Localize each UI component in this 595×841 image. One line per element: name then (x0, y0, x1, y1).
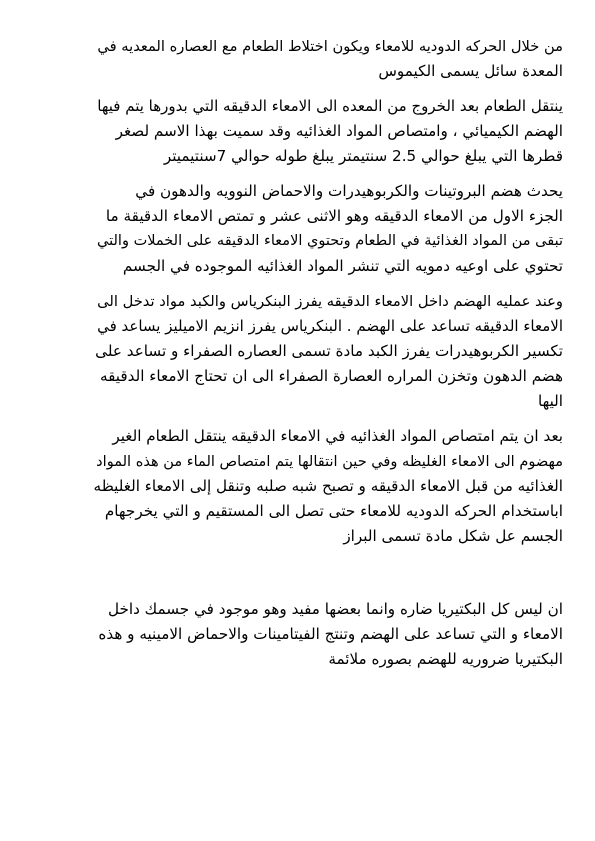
text-line: ان ليس كل البكتيريا ضاره وانما بعضها مفيد وهو موجود في جسمك داخل (107, 600, 563, 618)
text-line: تكسير الكربوهيدرات يفرز الكبد مادة تسمى العصاره الصفراء و تساعد على (95, 342, 563, 360)
text-line: ينتقل الطعام بعد الخروج من المعده الى الامعاء الدقيقه التي بدورها يتم فيها (97, 97, 563, 115)
paragraph-bacteria (92, 597, 563, 672)
document-body (92, 34, 563, 682)
text-line: من خلال الحركه الدوديه للامعاء ويكون اختلاط الطعام مع العصاره المعديه في (97, 38, 563, 55)
text-line: بعد ان يتم امتصاص المواد الغذائيه في الامعاء الدقيقه ينتقل الطعام الغير (112, 427, 563, 445)
text-line: اليها (537, 392, 563, 410)
paragraph-stomach-chyme (92, 34, 563, 84)
text-line: مهضوم الى الامعاء الغليظه وفي حين انتقالها يتم امتصاص الماء من هذه المواد (96, 453, 563, 470)
text-line: الغذائيه من قبل الامعاء الدقيقه و تصبح شبه صلبه وتنقل إلى الامعاء الغليظه (93, 477, 563, 495)
text-line: الامعاء الدقيقه تساعد على الهضم . البنكرياس يفرز انزيم الاميليز يساعد في (97, 317, 563, 335)
blank-space (92, 559, 563, 597)
text-line: هضم الدهون وتخزن المراره العصارة الصفراء الى ان تحتاج الامعاء الدقيقه (99, 367, 563, 385)
text-line: الجسم عل شكل مادة تسمى البراز (343, 527, 563, 545)
text-line: قطرها التي يبلغ حوالي 2.5 سنتيمتر يبلغ طوله حوالي 7سنتيميتر (163, 147, 563, 165)
text-line: البكتيريا ضروريه للهضم بصوره ملائمة (328, 650, 563, 668)
text-line: الهضم الكيميائي ، وامتصاص المواد الغذائيه وقد سميت بهذا الاسم لصغر (115, 122, 563, 140)
paragraph-large-intestine (92, 424, 563, 549)
text-line: يحدث هضم البروتينات والكربوهيدرات والاحماض النوويه والدهون في (135, 182, 563, 200)
paragraph-pancreas-liver (92, 289, 563, 414)
paragraph-small-intestine (92, 94, 563, 169)
text-line: تبقى من المواد الغذائية في الطعام وتحتوي الامعاء الدقيقه على الخملات والتي (97, 233, 563, 249)
text-line: المعدة سائل يسمى الكيموس (378, 62, 563, 80)
text-line: اباستخدام الحركه الدوديه للامعاء حتى تصل الى المستقيم و التي يخرجهام (104, 502, 563, 520)
paragraph-digestion-duodenum (92, 179, 563, 279)
text-line: وعند عمليه الهضم داخل الامعاء الدقيقه يفرز البنكرياس والكبد مواد تدخل الى (97, 293, 563, 310)
text-line: الامعاء و التي تساعد على الهضم وتنتج الفيتامينات والاحماض الامينيه و هذه (98, 625, 563, 643)
text-line: الجزء الاول من الامعاء الدقيقه وهو الاثنى عشر و تمتص الامعاء الدقيقة ما (105, 207, 563, 225)
text-line: تحتوي على اوعيه دمويه التي تنشر المواد الغذائيه الموجوده في الجسم (122, 257, 563, 275)
